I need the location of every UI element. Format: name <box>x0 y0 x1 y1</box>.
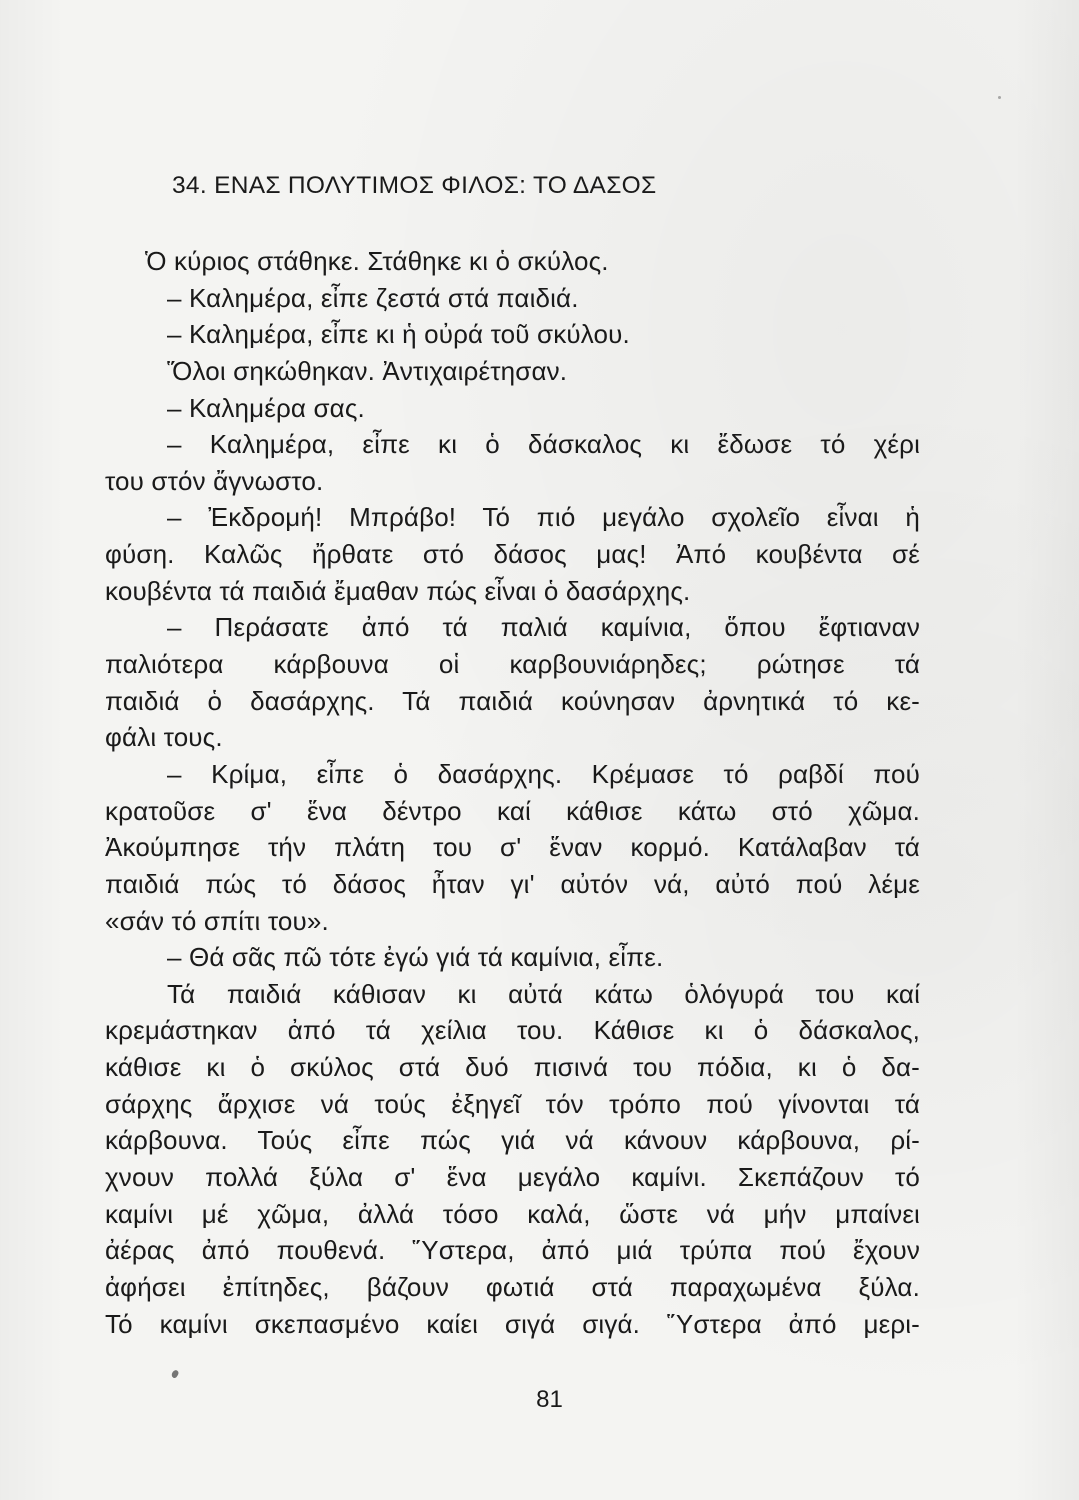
text-line: – Καλημέρα, εἶπε ζεστά στά παιδιά. <box>167 282 579 313</box>
page-number: 81 <box>536 1386 563 1413</box>
text-line: παλιότερα κάρβουνα οἱ καρβουνιάρηδες; ρώτησε τά <box>105 649 920 680</box>
text-line: κάρβουνα. Τούς εἶπε πώς γιά νά κάνουν κάρβουνα, ρί- <box>105 1125 920 1156</box>
text-line: καμίνι μέ χῶμα, ἀλλά τόσο καλά, ὥστε νά μήν μπαίνει <box>105 1198 920 1229</box>
text-line: – Κρίμα, εἶπε ὁ δασάρχης. Κρέμασε τό ραβδί πού <box>167 758 920 789</box>
scan-speck <box>998 96 1001 99</box>
text-line: Τό καμίνι σκεπασμένο καίει σιγά σιγά. Ὕστερα ἀπό μερι- <box>105 1308 920 1339</box>
text-line: – Καλημέρα σας. <box>167 392 365 423</box>
chapter-title: 34. ΕΝΑΣ ΠΟΛΥΤΙΜΟΣ ΦΙΛΟΣ: ΤΟ ΔΑΣΟΣ <box>172 172 657 199</box>
text-line: φάλι τους. <box>105 722 223 753</box>
text-line: κουβέντα τά παιδιά ἔμαθαν πώς εἶναι ὁ δασάρχης. <box>105 575 691 606</box>
text-line: του στόν ἄγνωστο. <box>105 465 324 496</box>
text-line: κρεμάστηκαν ἀπό τά χείλια του. Κάθισε κι ὁ δάσκαλος, <box>105 1015 920 1046</box>
text-line: φύση. Καλῶς ἤρθατε στό δάσος μας! Ἀπό κουβέντα σέ <box>105 539 920 570</box>
text-line: ἀέρας ἀπό πουθενά. Ὕστερα, ἀπό μιά τρύπα πού ἔχουν <box>105 1235 920 1266</box>
text-line: – Καλημέρα, εἶπε κι ἡ οὐρά τοῦ σκύλου. <box>167 319 630 350</box>
text-line: Ἀκούμπησε τήν πλάτη του σ' ἕναν κορμό. Κατάλαβαν τά <box>105 832 920 863</box>
text-line: παιδιά πώς τό δάσος ἦταν γι' αὐτόν νά, αὐτό πού λέμε <box>105 868 920 899</box>
text-line: – Ἐκδρομή! Μπράβο! Τό πιό μεγάλο σχολεῖο εἶναι ἡ <box>167 502 920 533</box>
text-line: σάρχης ἄρχισε νά τούς ἐξηγεῖ τόν τρόπο πού γίνονται τά <box>105 1088 920 1119</box>
text-line: κρατοῦσε σ' ἕνα δέντρο καί κάθισε κάτω στό χῶμα. <box>105 795 920 826</box>
text-line: Ὁ κύριος στάθηκε. Στάθηκε κι ὁ σκύλος. <box>145 246 609 276</box>
text-line: ἀφήσει ἐπίτηδες, βάζουν φωτιά στά παραχωμένα ξύλα. <box>105 1271 920 1302</box>
text-line: – Περάσατε ἀπό τά παλιά καμίνια, ὅπου ἔφτιαναν <box>167 612 920 643</box>
text-line: «σάν τό σπίτι του». <box>105 905 329 936</box>
text-line: Ὅλοι σηκώθηκαν. Ἀντιχαιρέτησαν. <box>167 355 568 386</box>
scan-speck <box>170 1369 180 1379</box>
text-line: – Καλημέρα, εἶπε κι ὁ δάσκαλος κι ἔδωσε τό χέρι <box>167 429 920 460</box>
chapter-body <box>105 243 920 1342</box>
text-line: Τά παιδιά κάθισαν κι αὐτά κάτω ὁλόγυρά του καί <box>167 978 920 1009</box>
text-line: – Θά σᾶς πῶ τότε ἐγώ γιά τά καμίνια, εἶπε. <box>167 942 664 973</box>
text-line: κάθισε κι ὁ σκύλος στά δυό πισινά του πόδια, κι ὁ δα- <box>105 1052 920 1083</box>
text-line: χνουν πολλά ξύλα σ' ἕνα μεγάλο καμίνι. Σκεπάζουν τό <box>105 1162 920 1193</box>
text-line: παιδιά ὁ δασάρχης. Τά παιδιά κούνησαν ἀρνητικά τό κε- <box>105 685 920 716</box>
